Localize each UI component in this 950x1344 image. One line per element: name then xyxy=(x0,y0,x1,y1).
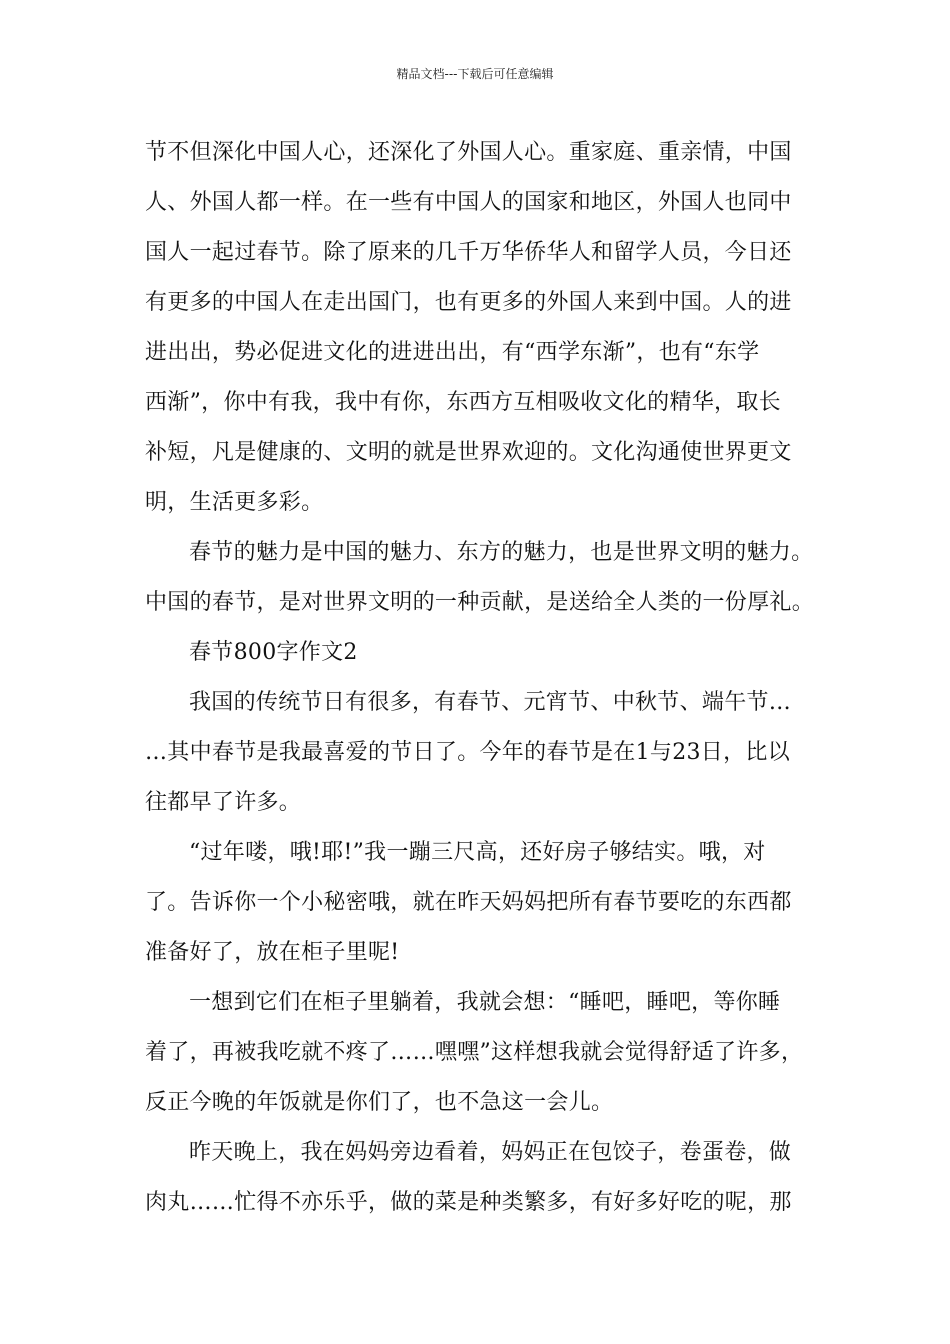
section-title: 春节800字作文2 xyxy=(189,640,358,665)
text-line: 补短，凡是健康的、文明的就是世界欢迎的。文化沟通使世界更文 xyxy=(145,440,792,465)
text-line: 国人一起过春节。除了原来的几千万华侨华人和留学人员，今日还 xyxy=(145,240,792,265)
document-body xyxy=(145,128,815,1228)
text-line: 人、外国人都一样。在一些有中国人的国家和地区，外国人也同中 xyxy=(145,190,792,215)
text-line: 节不但深化中国人心，还深化了外国人心。重家庭、重亲情，中国 xyxy=(145,140,792,165)
text-line: …其中春节是我最喜爱的节日了。今年的春节是在1与23日，比以 xyxy=(145,740,790,765)
text-line: 中国的春节，是对世界文明的一种贡献，是送给全人类的一份厚礼。 xyxy=(145,590,815,615)
paragraph-start-line: “过年喽，哦!耶!”我一蹦三尺高，还好房子够结实。哦，对 xyxy=(189,840,766,865)
text-line: 往都早了许多。 xyxy=(145,790,302,815)
paragraph-start-line: 春节的魅力是中国的魅力、东方的魅力，也是世界文明的魅力。 xyxy=(189,540,814,565)
paragraph-start-line: 一想到它们在柜子里躺着，我就会想：“睡吧，睡吧，等你睡 xyxy=(189,990,781,1015)
text-line: 进出出，势必促进文化的进进出出，有“西学东渐”，也有“东学 xyxy=(145,340,760,365)
text-line: 肉丸……忙得不亦乐乎，做的菜是种类繁多，有好多好吃的呢，那 xyxy=(145,1190,792,1215)
text-line: 西渐”，你中有我，我中有你，东西方互相吸收文化的精华，取长 xyxy=(145,390,781,415)
paragraph-start-line: 我国的传统节日有很多，有春节、元宵节、中秋节、端午节… xyxy=(189,690,792,715)
page-header: 精品文档---下载后可任意编辑 xyxy=(396,67,554,81)
text-line: 反正今晚的年饭就是你们了，也不急这一会儿。 xyxy=(145,1090,614,1115)
text-line: 准备好了，放在柜子里呢! xyxy=(145,940,400,965)
text-line: 着了，再被我吃就不疼了……嘿嘿”这样想我就会觉得舒适了许多， xyxy=(145,1040,804,1065)
text-line: 明，生活更多彩。 xyxy=(145,490,324,515)
text-line: 了。告诉你一个小秘密哦，就在昨天妈妈把所有春节要吃的东西都 xyxy=(145,890,792,915)
paragraph-start-line: 昨天晚上，我在妈妈旁边看着，妈妈正在包饺子，卷蛋卷，做 xyxy=(189,1140,792,1165)
text-line: 有更多的中国人在走出国门，也有更多的外国人来到中国。人的进 xyxy=(145,290,792,315)
